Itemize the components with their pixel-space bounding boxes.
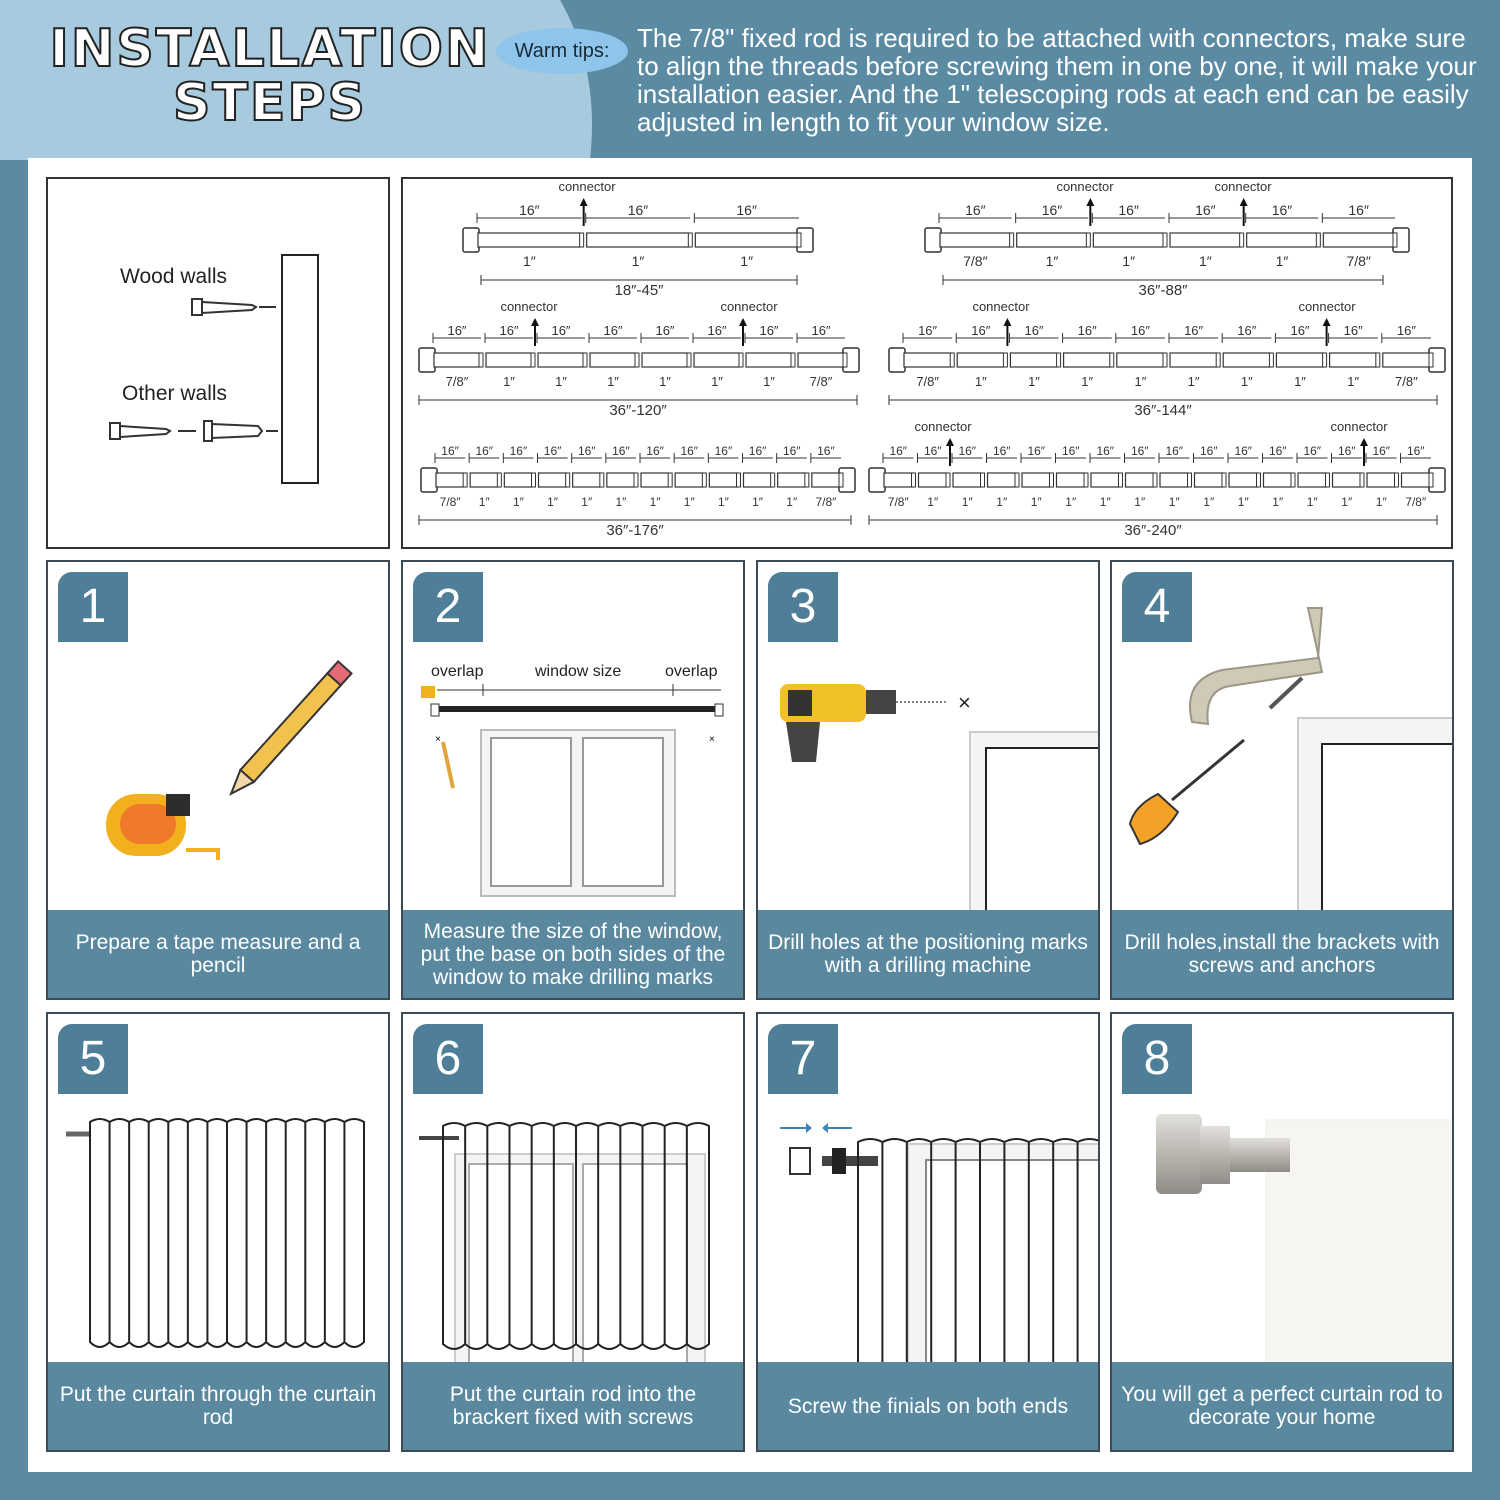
svg-text:1″: 1″ xyxy=(1375,495,1387,509)
svg-text:16″: 16″ xyxy=(811,323,831,338)
svg-text:connector: connector xyxy=(972,299,1030,314)
svg-text:16″: 16″ xyxy=(1406,444,1425,458)
svg-text:1″: 1″ xyxy=(1030,495,1042,509)
svg-text:16″: 16″ xyxy=(918,323,938,338)
svg-text:7/8″: 7/8″ xyxy=(439,495,461,509)
svg-text:1″: 1″ xyxy=(1168,495,1180,509)
svg-text:connector: connector xyxy=(1214,179,1272,194)
svg-text:1″: 1″ xyxy=(478,495,490,509)
svg-text:16″: 16″ xyxy=(655,323,675,338)
svg-text:16″: 16″ xyxy=(1165,444,1184,458)
svg-text:1″: 1″ xyxy=(581,495,593,509)
svg-text:1″: 1″ xyxy=(740,253,754,269)
svg-text:16″: 16″ xyxy=(782,444,801,458)
header xyxy=(0,0,1500,160)
svg-text:36″-144″: 36″-144″ xyxy=(1134,402,1192,419)
window-size-label: window size xyxy=(535,663,622,680)
step-number: 7 xyxy=(768,1024,838,1094)
svg-text:36″-240″: 36″-240″ xyxy=(1124,522,1182,539)
svg-text:36″-120″: 36″-120″ xyxy=(609,402,667,419)
step-number: 3 xyxy=(768,572,838,642)
svg-text:connector: connector xyxy=(558,179,616,194)
svg-text:16″: 16″ xyxy=(958,444,977,458)
svg-text:16″: 16″ xyxy=(627,202,649,218)
rod-diagrams xyxy=(403,179,1453,549)
screw-and-anchor-icon xyxy=(110,421,278,441)
svg-text:16″: 16″ xyxy=(1303,444,1322,458)
svg-text:16″: 16″ xyxy=(543,444,562,458)
svg-text:1″: 1″ xyxy=(1065,495,1077,509)
svg-text:1″: 1″ xyxy=(631,253,645,269)
wood-walls-label: Wood walls xyxy=(120,265,227,288)
step-number: 2 xyxy=(413,572,483,642)
svg-text:1″: 1″ xyxy=(615,495,627,509)
svg-text:1″: 1″ xyxy=(927,495,939,509)
svg-text:7/8″: 7/8″ xyxy=(887,495,909,509)
warm-tips-badge: Warm tips: xyxy=(496,28,628,74)
svg-text:16″: 16″ xyxy=(1337,444,1356,458)
arrows-icon xyxy=(780,1123,852,1133)
step-5-card xyxy=(46,1012,390,1452)
drill-icon xyxy=(780,684,948,762)
svg-text:connector: connector xyxy=(1056,179,1114,194)
svg-text:1″: 1″ xyxy=(974,374,987,389)
svg-text:16″: 16″ xyxy=(714,444,733,458)
wall-types-panel xyxy=(46,177,390,549)
step-caption: Put the curtain rod into the brackert fixed with screws xyxy=(403,1362,743,1450)
svg-text:1″: 1″ xyxy=(683,495,695,509)
finial-cylinder xyxy=(1156,1114,1202,1194)
screwdriver-icon xyxy=(1130,740,1244,844)
svg-text:1″: 1″ xyxy=(1237,495,1249,509)
svg-text:16″: 16″ xyxy=(612,444,630,458)
finial-icon xyxy=(790,1148,810,1174)
svg-text:1″: 1″ xyxy=(1187,374,1200,389)
step-caption: Put the curtain through the curtain rod xyxy=(48,1362,388,1450)
step-caption: You will get a perfect curtain rod to decorate your home xyxy=(1112,1362,1452,1450)
step-7-card xyxy=(756,1012,1100,1452)
step-8-card xyxy=(1110,1012,1454,1452)
step-number: 8 xyxy=(1122,1024,1192,1094)
svg-text:16″: 16″ xyxy=(759,323,779,338)
svg-text:16″: 16″ xyxy=(1184,323,1204,338)
svg-text:16″: 16″ xyxy=(646,444,664,458)
svg-text:connector: connector xyxy=(500,299,558,314)
svg-text:1″: 1″ xyxy=(555,374,567,389)
svg-text:16″: 16″ xyxy=(965,202,986,218)
svg-text:16″: 16″ xyxy=(1061,444,1080,458)
svg-text:×: × xyxy=(435,734,441,745)
svg-text:1″: 1″ xyxy=(1306,495,1318,509)
svg-text:16″: 16″ xyxy=(1077,323,1097,338)
wood-screw-icon xyxy=(192,299,276,315)
svg-text:16″: 16″ xyxy=(1348,202,1369,218)
svg-text:16″: 16″ xyxy=(1271,202,1293,218)
svg-text:1″: 1″ xyxy=(659,374,671,389)
svg-text:16″: 16″ xyxy=(603,323,623,338)
svg-text:16″: 16″ xyxy=(1024,323,1044,338)
svg-text:1″: 1″ xyxy=(1203,495,1215,509)
svg-text:×: × xyxy=(958,690,971,715)
svg-text:1″: 1″ xyxy=(996,495,1008,509)
svg-text:16″: 16″ xyxy=(1290,323,1310,338)
wall-illustration xyxy=(48,179,390,549)
other-walls-label: Other walls xyxy=(122,382,228,405)
svg-text:16″: 16″ xyxy=(748,444,767,458)
svg-text:16″: 16″ xyxy=(1237,323,1257,338)
svg-text:1″: 1″ xyxy=(1275,253,1289,269)
svg-text:1″: 1″ xyxy=(786,495,798,509)
svg-text:16″: 16″ xyxy=(1396,323,1416,338)
svg-text:1″: 1″ xyxy=(1045,253,1059,269)
svg-text:7/8″: 7/8″ xyxy=(916,374,939,389)
screw-icon xyxy=(1270,678,1302,708)
svg-text:1″: 1″ xyxy=(1341,495,1353,509)
step-caption: Measure the size of the window, put the base on both sides of the window to make drilling marks xyxy=(403,910,743,998)
svg-text:16″: 16″ xyxy=(1096,444,1115,458)
svg-text:16″: 16″ xyxy=(1234,444,1253,458)
svg-text:1″: 1″ xyxy=(763,374,775,389)
svg-text:×: × xyxy=(709,734,715,745)
svg-text:1″: 1″ xyxy=(1028,374,1040,389)
step-number: 5 xyxy=(58,1024,128,1094)
warm-tips-text: The 7/8" fixed rod is required to be attached with connectors, make sure to align the threads before screwing them in one by one, it will make your installation easier. And the 1" telescoping rods at each end can be easily adjusted in length to fit your window size. xyxy=(637,23,1477,137)
svg-text:36″-88″: 36″-88″ xyxy=(1138,282,1188,299)
step-1-card xyxy=(46,560,390,1000)
svg-text:1″: 1″ xyxy=(607,374,619,389)
step-number: 1 xyxy=(58,572,128,642)
step-2-card xyxy=(401,560,745,1000)
step-4-card xyxy=(1110,560,1454,1000)
step-caption: Screw the finials on both ends xyxy=(758,1362,1098,1450)
svg-text:1″: 1″ xyxy=(649,495,661,509)
svg-text:36″-176″: 36″-176″ xyxy=(606,522,664,539)
window-icon xyxy=(481,730,675,896)
svg-text:connector: connector xyxy=(1330,419,1388,434)
svg-text:7/8″: 7/8″ xyxy=(809,374,833,389)
svg-text:1″: 1″ xyxy=(711,374,723,389)
page-title xyxy=(40,19,500,133)
svg-text:1″: 1″ xyxy=(503,374,515,389)
step-number: 4 xyxy=(1122,572,1192,642)
svg-text:16″: 16″ xyxy=(1118,202,1139,218)
svg-text:1″: 1″ xyxy=(1198,253,1212,269)
svg-text:16″: 16″ xyxy=(1199,444,1218,458)
svg-text:1″: 1″ xyxy=(717,495,729,509)
svg-text:7/8″: 7/8″ xyxy=(1346,253,1371,269)
svg-text:16″: 16″ xyxy=(441,444,459,458)
pencil-icon xyxy=(224,661,351,799)
svg-text:1″: 1″ xyxy=(512,495,524,509)
svg-text:16″: 16″ xyxy=(499,323,519,338)
svg-text:1″: 1″ xyxy=(1347,374,1360,389)
overlap-right-label: overlap xyxy=(665,663,718,680)
svg-text:1″: 1″ xyxy=(547,495,559,509)
svg-text:16″: 16″ xyxy=(992,444,1011,458)
overlap-left-label: overlap xyxy=(431,663,484,680)
svg-text:16″: 16″ xyxy=(1027,444,1046,458)
bracket-icon xyxy=(1190,608,1322,724)
svg-text:7/8″: 7/8″ xyxy=(963,253,988,269)
svg-text:1″: 1″ xyxy=(1272,495,1284,509)
svg-text:1″: 1″ xyxy=(1099,495,1111,509)
svg-text:1″: 1″ xyxy=(1081,374,1094,389)
svg-text:16″: 16″ xyxy=(447,323,467,338)
svg-text:1″: 1″ xyxy=(522,253,536,269)
svg-text:16″: 16″ xyxy=(1130,444,1149,458)
step-6-card xyxy=(401,1012,745,1452)
svg-text:connector: connector xyxy=(1298,299,1356,314)
svg-text:16″: 16″ xyxy=(1268,444,1287,458)
svg-text:16″: 16″ xyxy=(971,323,991,338)
svg-text:16″: 16″ xyxy=(551,323,571,338)
step-caption: Drill holes at the positioning marks with a drilling machine xyxy=(758,910,1098,998)
svg-text:16″: 16″ xyxy=(475,444,494,458)
svg-text:16″: 16″ xyxy=(889,444,908,458)
svg-text:16″: 16″ xyxy=(1372,444,1391,458)
svg-text:16″: 16″ xyxy=(519,202,540,218)
svg-text:16″: 16″ xyxy=(1195,202,1216,218)
step-caption: Drill holes,install the brackets with screws and anchors xyxy=(1112,910,1452,998)
svg-text:16″: 16″ xyxy=(1343,323,1363,338)
svg-text:connector: connector xyxy=(914,419,972,434)
svg-text:16″: 16″ xyxy=(1041,202,1063,218)
svg-text:connector: connector xyxy=(720,299,778,314)
svg-text:1″: 1″ xyxy=(752,495,764,509)
svg-text:18″-45″: 18″-45″ xyxy=(614,282,664,299)
svg-text:1″: 1″ xyxy=(1240,374,1253,389)
svg-text:7/8″: 7/8″ xyxy=(815,495,837,509)
svg-text:16″: 16″ xyxy=(509,444,528,458)
title-line-2: STEPS xyxy=(172,73,367,133)
svg-text:1″: 1″ xyxy=(1134,374,1147,389)
svg-text:16″: 16″ xyxy=(707,323,727,338)
step-number: 6 xyxy=(413,1024,483,1094)
svg-text:7/8″: 7/8″ xyxy=(1405,495,1427,509)
svg-text:16″: 16″ xyxy=(736,202,757,218)
svg-text:1″: 1″ xyxy=(961,495,973,509)
svg-text:7/8″: 7/8″ xyxy=(1395,374,1418,389)
tape-measure-icon xyxy=(106,794,218,860)
svg-text:16″: 16″ xyxy=(923,444,942,458)
title-line-1: INSTALLATION xyxy=(49,19,491,79)
svg-text:16″: 16″ xyxy=(1130,323,1150,338)
svg-text:16″: 16″ xyxy=(817,444,835,458)
step-3-card xyxy=(756,560,1100,1000)
svg-text:1″: 1″ xyxy=(1122,253,1136,269)
step-caption: Prepare a tape measure and a pencil xyxy=(48,910,388,998)
svg-text:1″: 1″ xyxy=(1294,374,1306,389)
svg-text:16″: 16″ xyxy=(680,444,699,458)
rod-configurations-panel xyxy=(401,177,1453,549)
svg-text:1″: 1″ xyxy=(1134,495,1146,509)
svg-text:16″: 16″ xyxy=(577,444,596,458)
svg-text:7/8″: 7/8″ xyxy=(445,374,469,389)
